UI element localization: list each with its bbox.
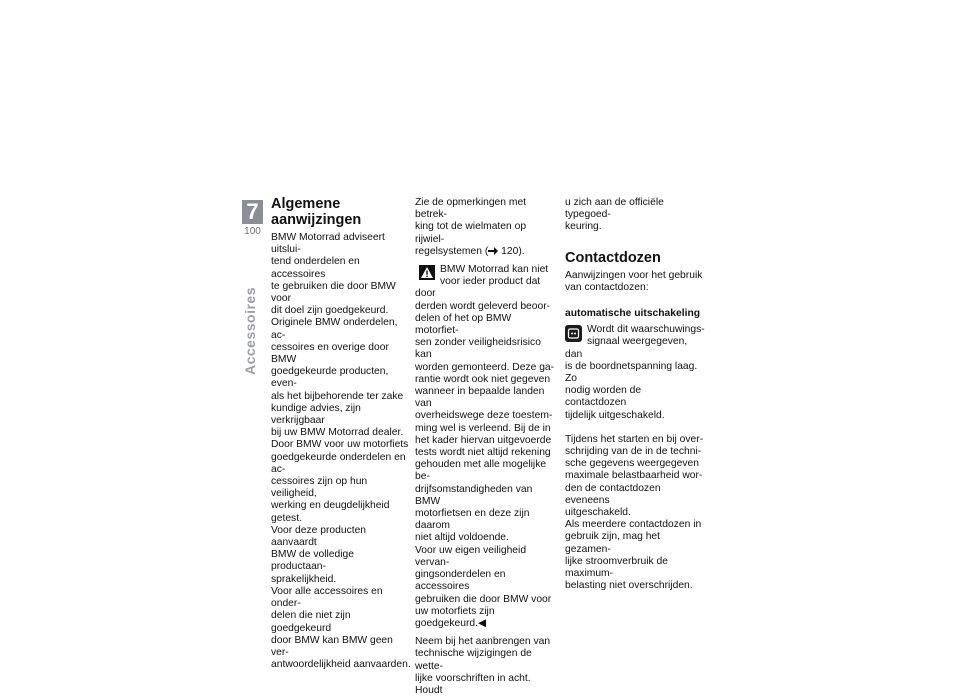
chapter-side-title: Accessoires — [242, 286, 258, 375]
socket-warning-text: Wordt dit waarschuwings- signaal weergegeven, dan is de boordnetspanning laag. Zo nodig worden de contactdozen tijdelijk uitgeschakeld. — [565, 324, 705, 421]
warning-block — [415, 264, 555, 630]
section-heading-general: Algemene aanwijzingen — [271, 196, 362, 228]
wheel-size-note-text: Zie de opmerkingen met betrek- king tot de wielmaten op rijwiel- regelsystemen ( — [415, 197, 527, 257]
arrow-right-icon — [488, 247, 498, 255]
auto-shutoff-subheading: automatische uitschakeling — [565, 308, 701, 320]
wheel-size-note — [415, 197, 555, 258]
socket-load-text: Tijdens het starten en bij over- schrijding van de in de techni- sche gegevens weergegeven maximale belastbaarheid wor- den de contactdozen eveneens uitgeschakeld. Als meerdere contactdozen in gebruik zijn, mag het gezamen- lijke stroomverbruik de maximum- belasting niet overschrijden. — [565, 433, 704, 592]
sockets-intro-text: Aanwijzingen voor het gebruik van contactdozen: — [565, 269, 703, 293]
wheel-size-note-end: ). — [518, 245, 525, 257]
socket-warning-block — [565, 324, 705, 422]
general-text: BMW Motorrad adviseert uitslui- tend onderdelen en accessoires te gebruiken die door BMW voor dit doel zijn goedgekeurd. Originele BMW onderdelen, ac- cessoires en overige door BMW goedgekeurde producten, even- als het bijbehorende ter zake kundige advies, zijn verkrijgbaar bij uw BMW Motorrad dealer. Door BMW voor uw motorfiets goedgekeurde onderdelen en ac- cessoires zijn op hun veiligheid, werking en deugdelijkheid getest. Voor deze producten aanvaardt BMW de volledige productaan- sprakelijkheid. Voor alle accessoires en onder- delen die niet zijn goedgekeurd door BMW kan BMW geen ver- antwoordelijkheid aanvaarden. — [271, 232, 411, 671]
warning-text: BMW Motorrad kan niet voor ieder product dat door derden wordt geleverd beoor- delen of het op BMW motorfiet- sen zonder veiligheidsrisico kan worden gemonteerd. Deze ga- rantie wordt ook niet gegeven wanneer in bepaalde landen van overheidswege deze toestem- ming wel is verleend. Bij de in het kader hiervan uitgevoerde tests wordt niet altijd rekening gehouden met alle mogelijke be- drijfsomstandigheden van BMW motorfietsen en deze zijn daarom niet altijd voldoende. Voor uw eigen veiligheid vervan- gingsonderdelen en accessoires gebruiken die door BMW voor uw motorfiets zijn goedgekeurd.◀ — [415, 264, 555, 629]
chapter-number-badge: 7 — [242, 200, 263, 224]
technical-changes-text: Neem bij het aanbrengen van technische wijzigingen de wette- lijke voorschriften in acht. Houdt — [415, 636, 551, 696]
warning-triangle-icon — [419, 265, 435, 280]
column-2 — [415, 197, 555, 697]
page-number: 100 — [244, 226, 261, 237]
socket-warning-icon — [565, 325, 582, 342]
column-1 — [271, 196, 411, 671]
column-3 — [565, 197, 705, 592]
page-reference[interactable]: 120 — [501, 245, 519, 257]
section-heading-sockets: Contactdozen — [565, 249, 661, 266]
type-approval-text: u zich aan de officiële typegoed- keuring. — [565, 197, 664, 233]
